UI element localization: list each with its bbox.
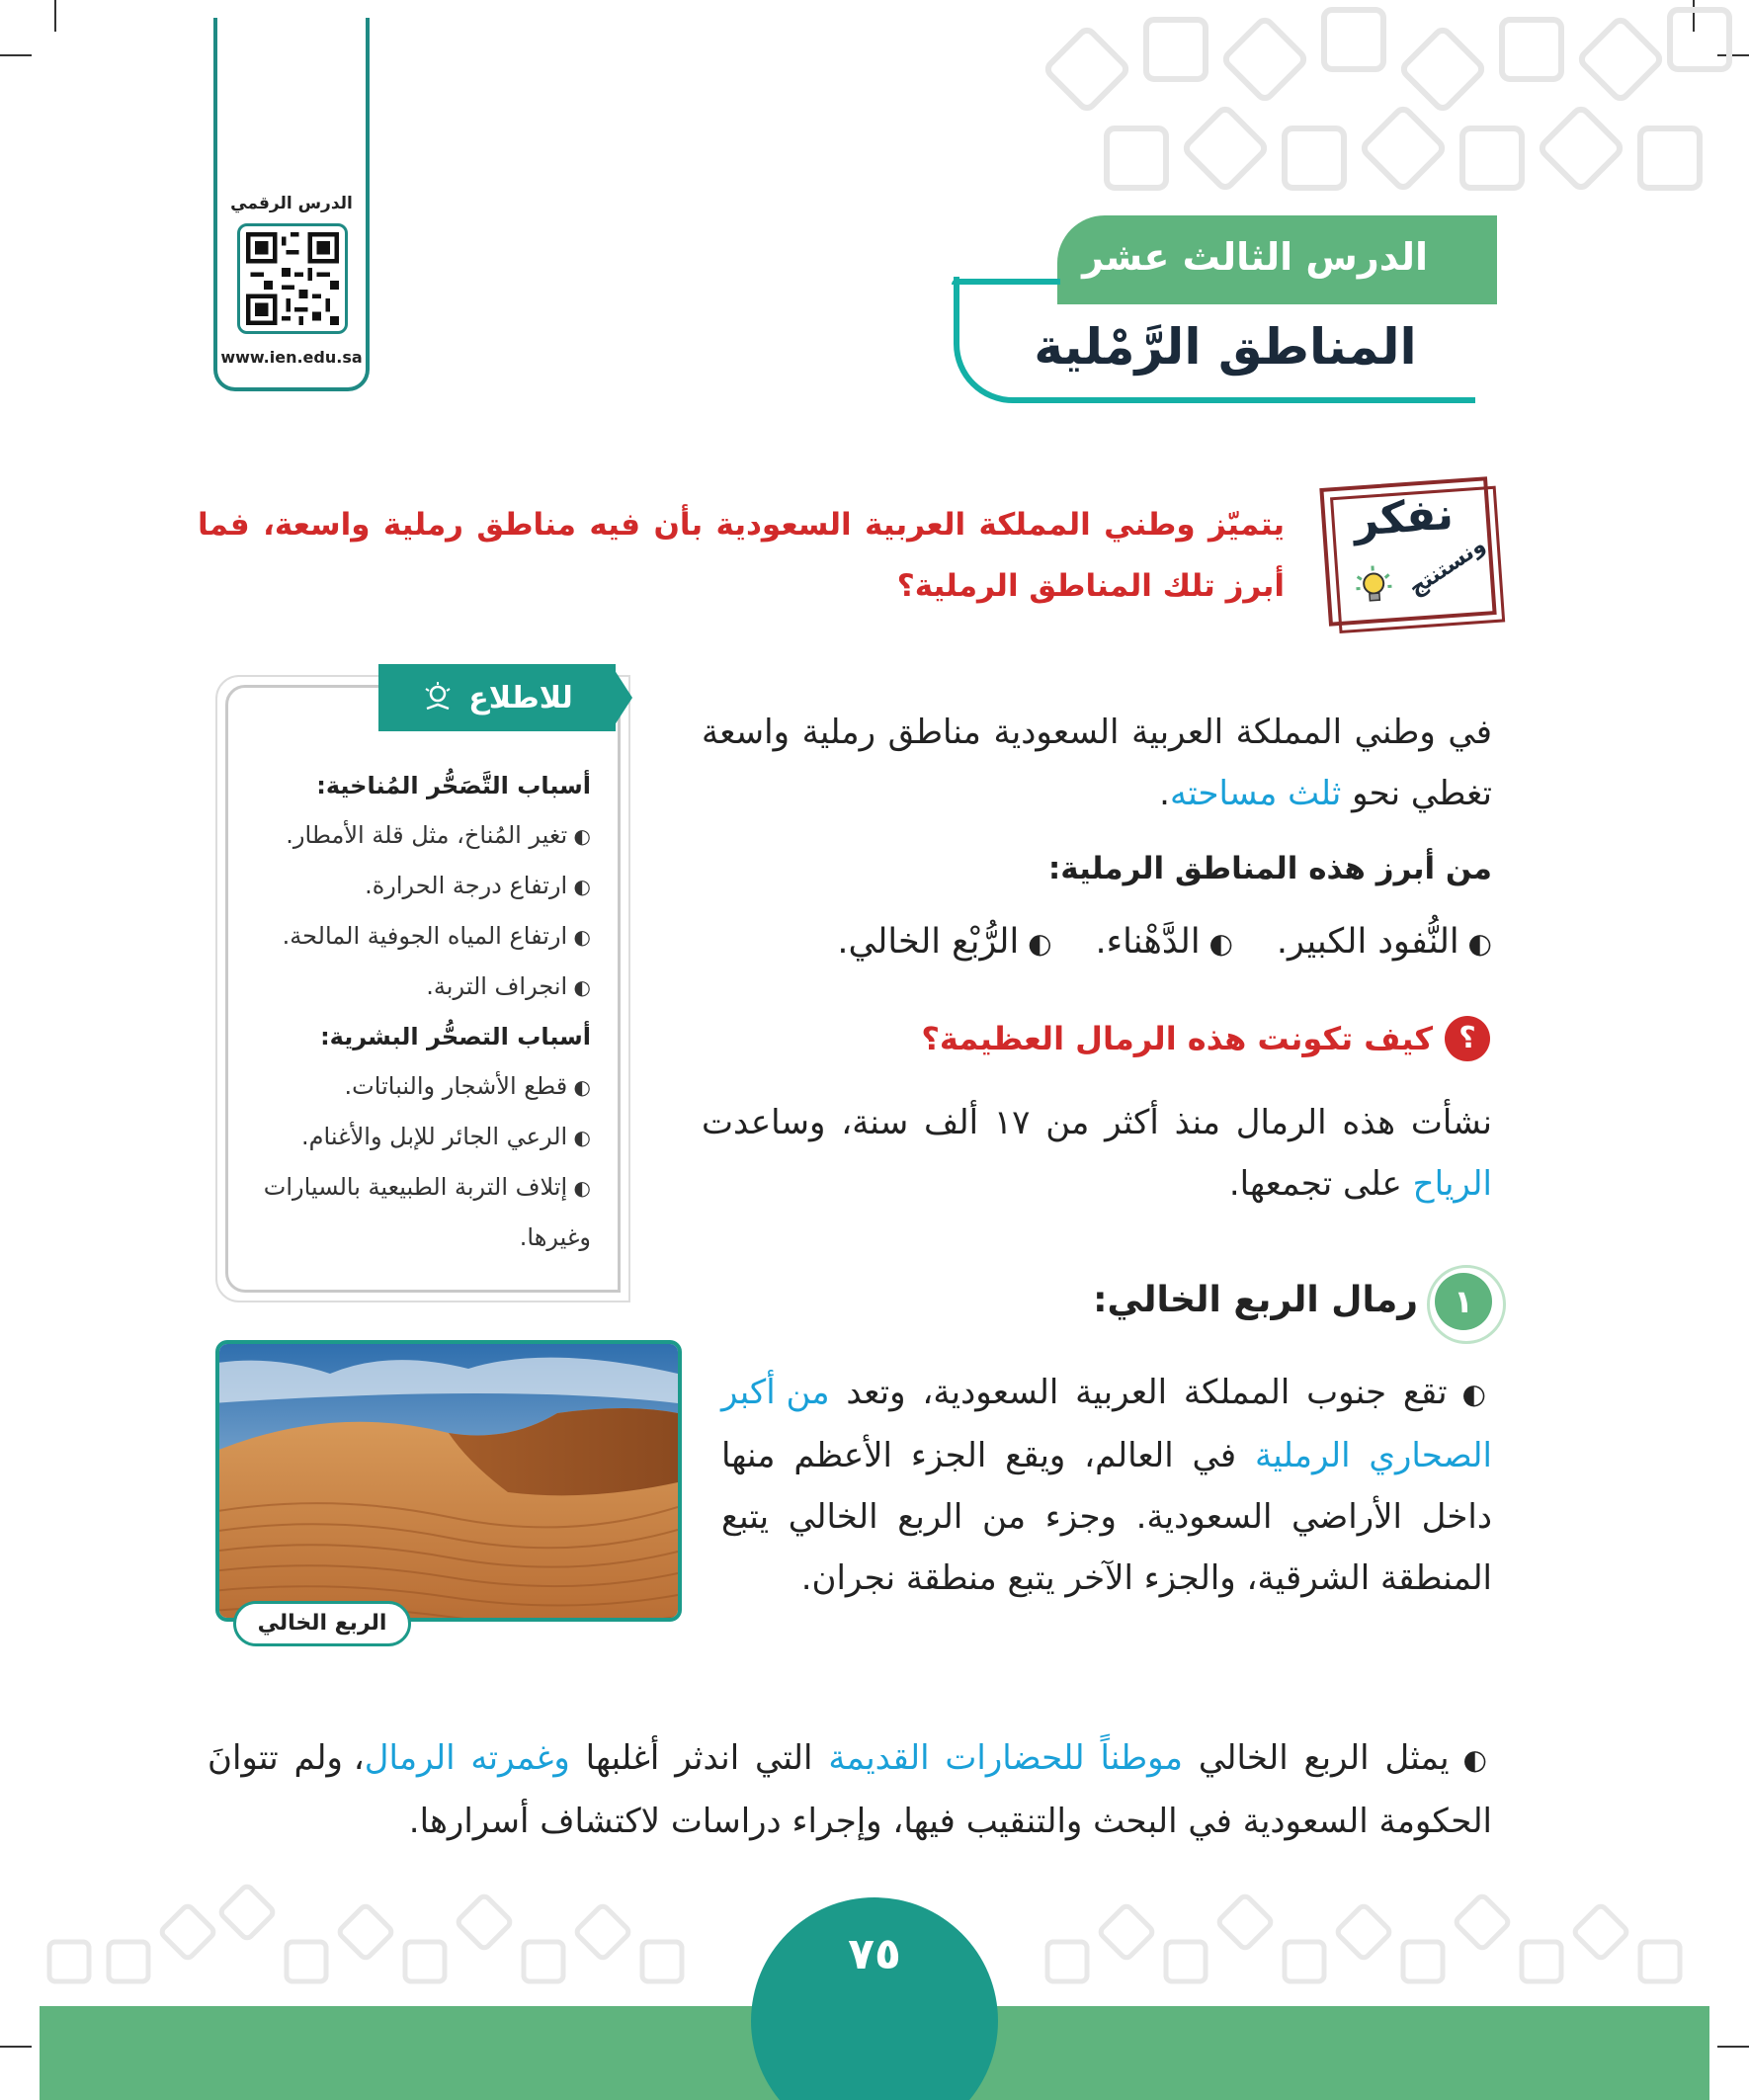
- p1-text-a: تقع جنوب المملكة العربية السعودية، وتعد: [846, 1373, 1448, 1412]
- think-question: يتميّز وطني المملكة العربية السعودية بأن فيه مناطق رملية واسعة، فما أبرز تلك المناطق الرملية؟: [198, 507, 1285, 604]
- list-item: ◐ إتلاف التربة الطبيعية بالسيارات وغيرها.: [255, 1162, 591, 1262]
- crop-mark: [1717, 2046, 1749, 2048]
- info-tag-label: للاطلاع: [468, 680, 573, 715]
- formation-highlight: الرياح: [1412, 1164, 1492, 1204]
- website-url[interactable]: www.ien.edu.sa: [220, 348, 363, 367]
- formation-question: كيف تكونت هذه الرمال العظيمة؟: [921, 1020, 1433, 1057]
- intro-text: في وطني المملكة العربية السعودية مناطق رملية واسعة تغطي نحو: [702, 713, 1492, 813]
- qr-code-icon[interactable]: [237, 223, 348, 334]
- empty-quarter-paragraph-2: [208, 1727, 1492, 1852]
- formation-paragraph: [702, 1092, 1492, 1215]
- think-label: نفكر: [1351, 488, 1456, 546]
- intro-paragraph: [702, 702, 1492, 824]
- list-item: ◐ النُّفود الكبير.: [1277, 911, 1492, 974]
- p2-highlight-2: وغمرته الرمال: [364, 1738, 570, 1778]
- p2-text-a: يمثل الربع الخالي: [1198, 1738, 1450, 1778]
- list-item: ◐ ارتفاع المياه الجوفية المالحة.: [255, 911, 591, 962]
- prominent-heading: من أبرز هذه المناطق الرملية:: [1047, 851, 1492, 886]
- info-tag-tip: [611, 664, 632, 731]
- info-tag: [378, 664, 616, 731]
- p1-highlight: من أكبر الصحاري الرملية: [721, 1373, 1492, 1475]
- list-item: ◐ ارتفاع درجة الحرارة.: [255, 861, 591, 911]
- intro-end: .: [1159, 774, 1170, 813]
- page-number: ٧٥: [848, 1929, 901, 1979]
- list-item: ◐ الرُّبْع الخالي.: [837, 911, 1051, 974]
- idea-book-icon: [421, 681, 455, 714]
- empty-quarter-photo: [215, 1340, 682, 1622]
- lesson-number-label: الدرس الثالث عشر: [1082, 235, 1428, 279]
- digital-lesson-title: الدرس الرقمي: [230, 194, 353, 213]
- climate-causes-heading: أسباب التَّصَحُّر المُناخية:: [316, 772, 591, 799]
- crop-mark: [0, 54, 32, 56]
- p1-text-b: في العالم، ويقع الجزء الأعظم منها داخل الأراضي السعودية. وجزء من الربع الخالي يتبع المنطقة الشرقية، والجزء الآخر يتبع منطقة نجران.: [721, 1436, 1492, 1598]
- list-item: ◐ الرعي الجائر للإبل والأغنام.: [255, 1112, 591, 1162]
- section-number-badge: ١: [1435, 1273, 1492, 1330]
- regions-list: [702, 911, 1492, 974]
- page-title: المناطق الرَّمْلية: [1034, 318, 1417, 376]
- list-item: ◐ انجراف التربة.: [255, 962, 591, 1012]
- list-item: ◐ تغير المُناخ، مثل قلة الأمطار.: [255, 810, 591, 861]
- think-and-conclude-badge: [1319, 476, 1496, 627]
- empty-quarter-paragraph-1: [721, 1362, 1492, 1609]
- digital-lesson-tab[interactable]: [213, 18, 370, 391]
- formation-text: نشأت هذه الرمال منذ أكثر من ١٧ ألف سنة، وساعدت: [702, 1103, 1492, 1142]
- p2-text-b: التي اندثر أغلبها: [585, 1738, 813, 1778]
- p2-text-c: ، ولم تتوانَ الحكومة السعودية في البحث والتنقيب فيها، وإجراء دراسات لاكتشاف أسرارها.: [208, 1738, 1492, 1841]
- intro-highlight: ثلث مساحته: [1169, 774, 1342, 813]
- crop-mark: [0, 2046, 32, 2048]
- title-frame-line: [952, 279, 1060, 285]
- p2-highlight-1: موطناً للحضارات القديمة: [828, 1738, 1183, 1778]
- photo-caption: الربع الخالي: [233, 1601, 411, 1646]
- lightbulb-icon: [1351, 562, 1397, 609]
- info-box-content: [255, 761, 591, 1262]
- crop-mark: [54, 0, 56, 32]
- list-item: ◐ الدَّهْناء.: [1096, 911, 1233, 974]
- question-icon: ؟: [1445, 1016, 1490, 1061]
- human-causes-heading: أسباب التصحُّر البشرية:: [320, 1023, 591, 1050]
- section-title: رمال الربع الخالي:: [1093, 1280, 1418, 1320]
- conclude-label: ونستنتج: [1404, 533, 1490, 602]
- formation-end: على تجمعها.: [1228, 1164, 1402, 1204]
- list-item: ◐ قطع الأشجار والنباتات.: [255, 1061, 591, 1112]
